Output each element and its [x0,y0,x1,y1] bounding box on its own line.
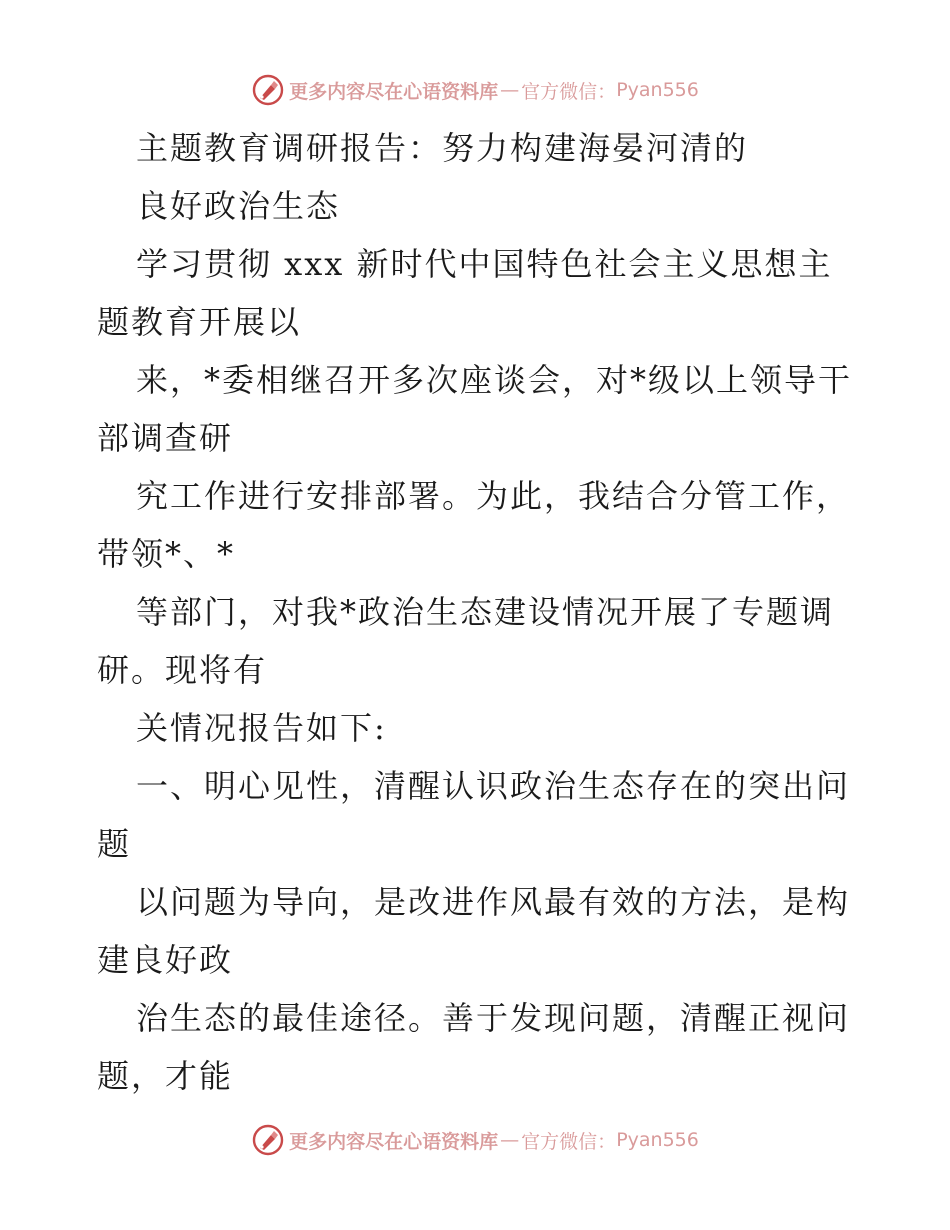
watermark-wechat-id: Pyan556 [616,79,699,101]
watermark-separator: — [500,1129,520,1151]
watermark-wechat-id: Pyan556 [616,1129,699,1151]
footer-watermark [0,1120,950,1160]
paragraph-line: 建良好政 [97,941,234,979]
paragraph-line: 以问题为导向，是改进作风最有效的方法，是构 [136,883,851,921]
section-heading-line: 题 [97,825,132,863]
paragraph-line: 究工作进行安排部署。为此，我结合分管工作， [136,477,851,515]
watermark-wechat-label: 官方微信： [521,1130,617,1153]
paragraph-line: 学习贯彻 xxx 新时代中国特色社会主义思想主 [136,245,833,283]
pen-nib-circle-icon [251,73,285,107]
paragraph-line: 等部门，对我*政治生态建设情况开展了专题调 [136,593,835,631]
paragraph-line: 来，*委相继召开多次座谈会，对*级以上领导干 [136,361,853,399]
paragraph-line: 题教育开展以 [97,303,302,341]
pen-nib-circle-icon [251,1123,285,1157]
doc-title-line-1: 主题教育调研报告：努力构建海晏河清的 [136,129,749,167]
doc-title-line-2: 良好政治生态 [136,187,341,225]
watermark-separator: — [500,79,520,101]
watermark-wechat-label: 官方微信： [521,80,617,103]
header-watermark [0,70,950,110]
paragraph-line: 研。现将有 [97,651,268,689]
watermark-text: 更多内容尽在心语资料库 [289,1130,499,1153]
paragraph-line: 关情况报告如下: [136,709,387,747]
watermark-text: 更多内容尽在心语资料库 [289,80,499,103]
section-heading-line: 一、明心见性，清醒认识政治生态存在的突出问 [136,767,851,805]
paragraph-line: 部调查研 [97,419,234,457]
paragraph-line: 带领*、* [97,535,236,573]
paragraph-line: 题，才能 [97,1057,234,1095]
paragraph-line: 治生态的最佳途径。善于发现问题，清醒正视问 [136,999,851,1037]
